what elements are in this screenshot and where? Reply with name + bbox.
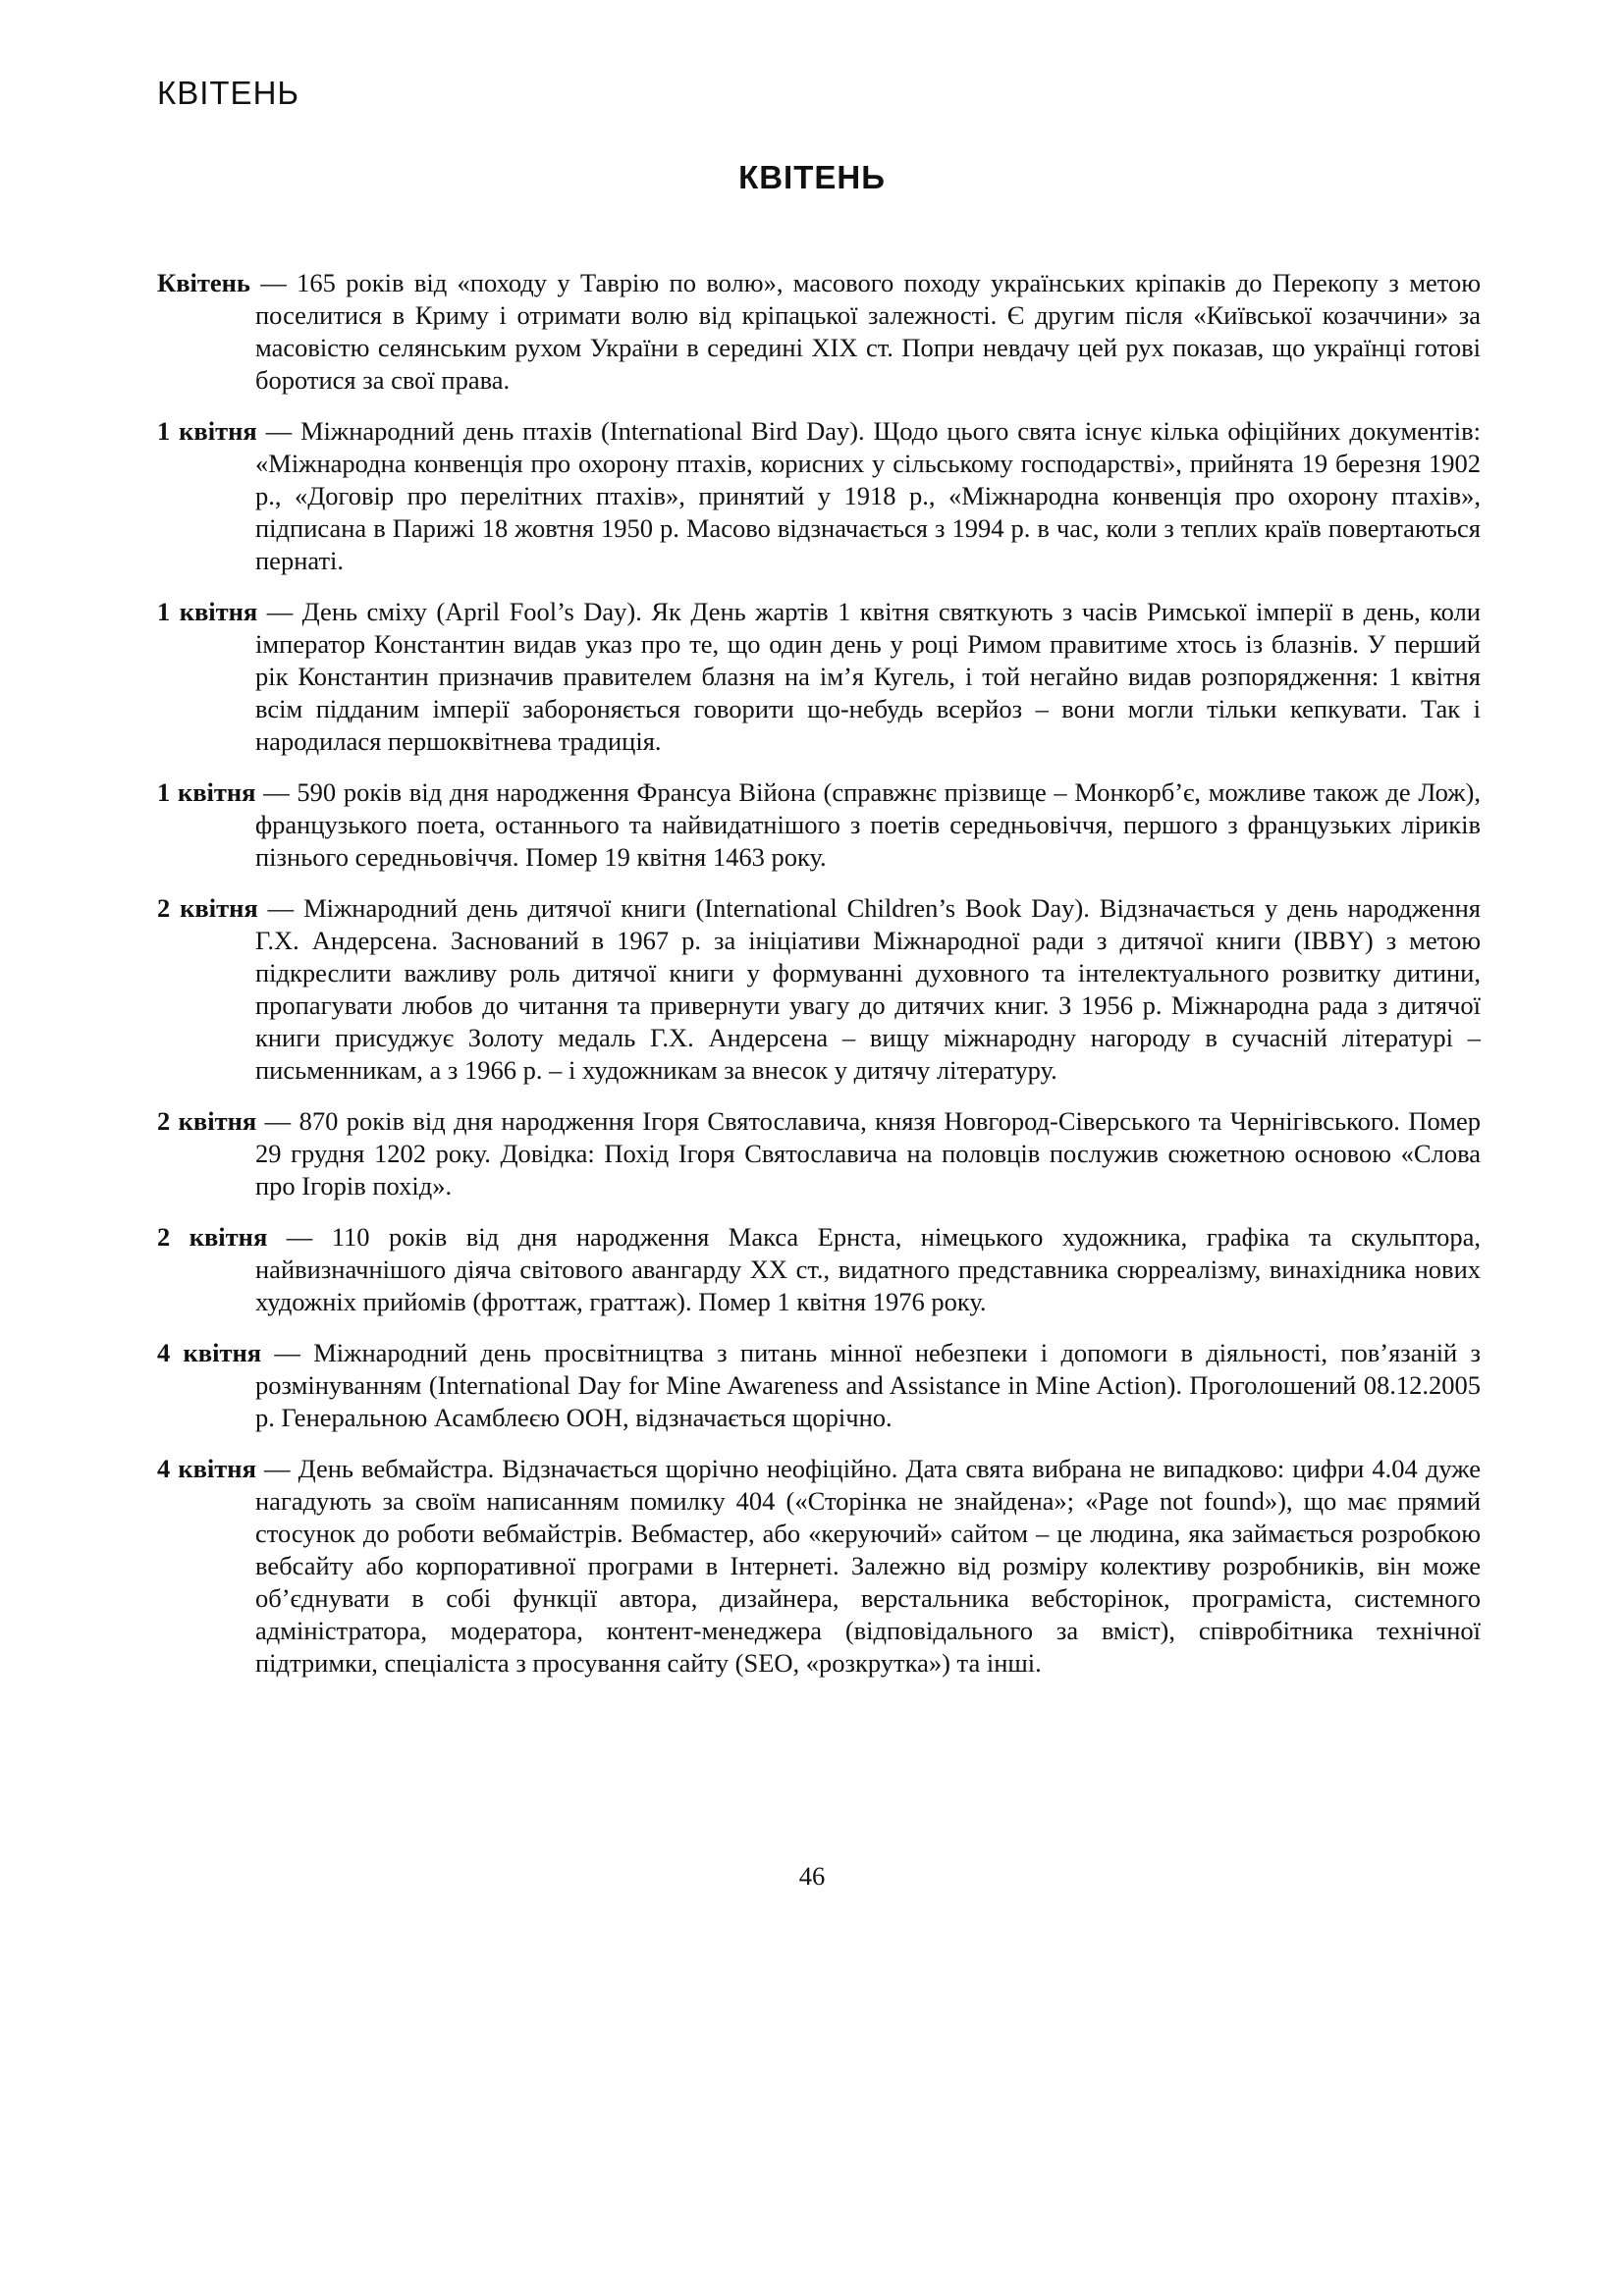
- entry-text: Міжнародний день дитячої книги (International Children’s Book Day). Відзначається у день народження Г.Х. Андерсена. Заснований в 1967 р. за ініціативи Міжнародної ради з дитячої книги (IBBY) з метою підкреслити важливу роль дитячої книги у формуванні духовного та інтелектуального розвитку дитини, пропагувати любов до читання та привернути увагу до дитячих книг. З 1956 р. Міжнародна рада з дитячої книги присуджує Золоту медаль Г.Х. Андерсена – вищу міжнародну нагороду в сучасній літературі – письменникам, а з 1966 р. – і художникам за внесок у дитячу літературу.: [255, 893, 1481, 1085]
- page-title: КВІТЕНЬ: [738, 159, 886, 195]
- entry-date: 4 квітня: [157, 1338, 262, 1367]
- entry-dash: —: [257, 893, 304, 923]
- entry-text: 590 років від дня народження Франсуа Війона (справжнє прізвище – Монкорб’є, можливе також де Лож), французького поета, останнього та найвидатнішого з поетів середньовіччя, першого з французьких ліриків пізнього середньовіччя. Помер 19 квітня 1463 року.: [255, 777, 1481, 872]
- entry-dash: —: [249, 268, 298, 297]
- entry-text: 165 років від «походу у Таврію по волю», масового походу українських кріпаків до Перекопу з метою поселитися в Криму і отримати волю від кріпацької залежності. Є другим після «Київської козаччини» за масовістю селянським рухом України в середині XIX ст. Попри невдачу цей рух показав, що українці готові боротися за свої права.: [255, 268, 1481, 395]
- entry-date: 2 квітня: [157, 893, 258, 923]
- calendar-entry: [157, 415, 1481, 577]
- calendar-entry: [157, 1337, 1481, 1434]
- entry-text: 110 років від дня народження Макса Ернста, німецького художника, графіка та скульптора, найвизначнішого діяча світового авангарду XX ст., видатного представника сюрреалізму, винахідника нових художніх прийомів (фроттаж, граттаж). Помер 1 квітня 1976 року.: [255, 1222, 1481, 1316]
- entry-date: 2 квітня: [157, 1106, 257, 1136]
- entry-text: Міжнародний день просвітництва з питань мінної небезпеки і допомоги в діяльності, пов’язаній з розмінуванням (International Day for Mine Awareness and Assistance in Mine Action). Проголошений 08.12.2005 р. Генеральною Асамблеєю ООН, відзначається щорічно.: [255, 1338, 1481, 1432]
- calendar-entry: [157, 596, 1481, 758]
- entry-dash: —: [267, 1222, 332, 1252]
- calendar-entry: [157, 1453, 1481, 1680]
- calendar-entry: [157, 892, 1481, 1087]
- entry-date: 1 квітня: [157, 416, 257, 446]
- entry-dash: —: [261, 1338, 314, 1367]
- entry-dash: —: [256, 1106, 299, 1136]
- entry-date: 1 квітня: [157, 597, 258, 626]
- calendar-entry: [157, 1105, 1481, 1202]
- entry-text: Міжнародний день птахів (International Bird Day). Щодо цього свята існує кілька офіційних документів: «Міжнародна конвенція про охорону птахів, корисних у сільському господарстві», прийнята 19 березня 1902 р., «Договір про перелітних птахів», принятий у 1918 р., «Міжнародна конвенція про охорону птахів», підписана в Парижі 18 жовтня 1950 р. Масово відзначається з 1994 р. в час, коли з теплих країв повертаються пернаті.: [255, 416, 1481, 575]
- entry-text: День сміху (April Fool’s Day). Як День жартів 1 квітня святкують з часів Римської імперії в день, коли імператор Константин видав указ про те, що один день у році Римом правитиме хтось із блазнів. У перший рік Константин призначив правителем блазня на ім’я Кугель, і той негайно видав розпорядження: 1 квітня всім підданим імперії забороняється говорити що-небудь всерйоз – вони могли тільки кепкувати. Так і народилася першоквітнева традиція.: [255, 597, 1481, 756]
- calendar-entries: [157, 267, 1481, 1698]
- entry-date: 2 квітня: [157, 1222, 268, 1252]
- entry-dash: —: [257, 597, 302, 626]
- entry-dash: —: [256, 416, 300, 446]
- entry-text: 870 років від дня народження Ігоря Святославича, князя Новгород-Сіверського та Чернігівського. Помер 29 грудня 1202 року. Довідка: Похід Ігоря Святославича на половців послужив сюжетною основою «Слова про Ігорів похід».: [255, 1106, 1481, 1201]
- entry-date: 4 квітня: [157, 1454, 256, 1483]
- page-number: 46: [798, 1861, 826, 1891]
- calendar-entry: [157, 776, 1481, 874]
- entry-dash: —: [255, 777, 298, 807]
- entry-date: Квітень: [157, 268, 250, 297]
- entry-dash: —: [255, 1454, 298, 1483]
- calendar-entry: [157, 267, 1481, 397]
- running-header: КВІТЕНЬ: [157, 75, 300, 111]
- entry-date: 1 квітня: [157, 777, 256, 807]
- entry-text: День вебмайстра. Відзначається щорічно неофіційно. Дата свята вибрана не випадково: цифри 4.04 дуже нагадують за своїм написанням помилку 404 («Сторінка не знайдена»; «Page not found»), що має прямий стосунок до роботи вебмайстрів. Вебмастер, або «керуючий» сайтом – це людина, яка займається розробкою вебсайту або корпоративної програми в Інтернеті. Залежно від розміру колективу розробників, він може об’єднувати в собі функції автора, дизайнера, верстальника вебсторінок, програміста, системного адміністратора, модератора, контент-менеджера (відповідального за вміст), співробітника технічної підтримки, спеціаліста з просування сайту (SEO, «розкрутка») та інші.: [255, 1454, 1481, 1678]
- calendar-entry: [157, 1221, 1481, 1318]
